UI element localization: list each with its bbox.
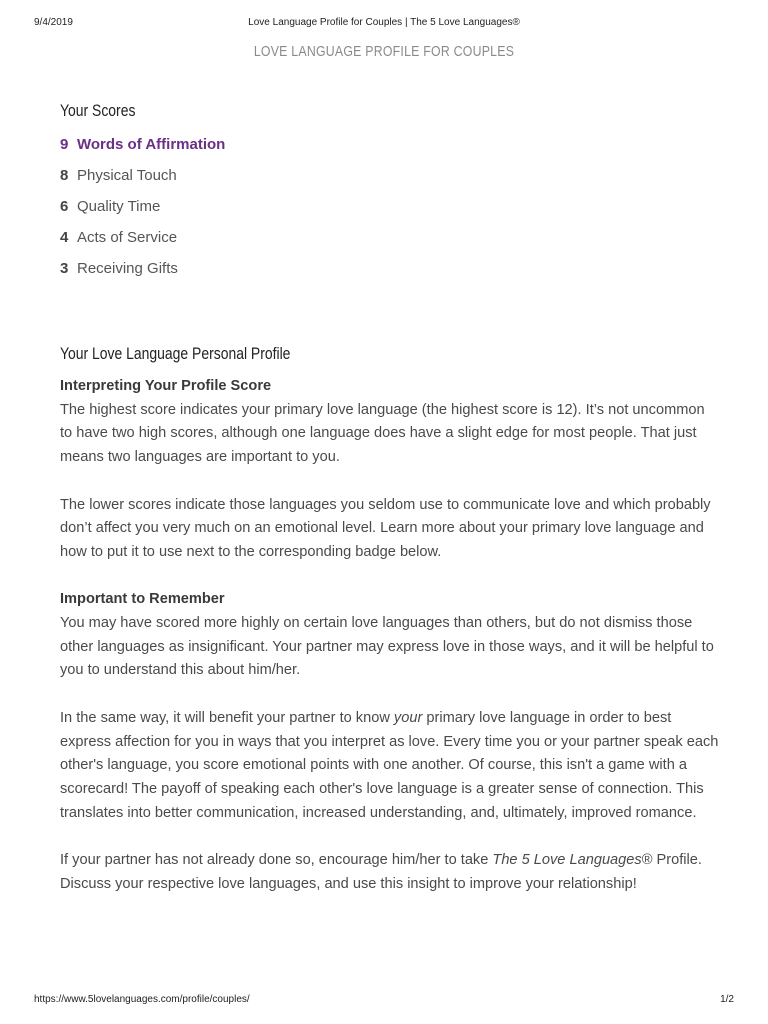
scores-list — [60, 136, 225, 291]
interpreting-block — [60, 375, 720, 470]
remember-p3-text-end: ® Profile. Discuss your respective love languages, and use this insight to improve your relationship! — [60, 852, 702, 892]
score-value: 9 — [60, 136, 69, 153]
remember-p2-emphasis: your — [393, 709, 423, 726]
score-item-quality-time — [60, 198, 225, 229]
remember-block — [60, 588, 720, 683]
score-label: Physical Touch — [77, 167, 177, 184]
score-item-acts-of-service — [60, 229, 225, 260]
profile-content — [60, 375, 720, 920]
page-heading: LOVE LANGUAGE PROFILE FOR COUPLES — [253, 43, 515, 60]
score-item-physical-touch — [60, 167, 225, 198]
score-value: 6 — [60, 198, 69, 215]
interpreting-paragraph-2: The lower scores indicate those languages you seldom use to communicate love and which probably don’t affect you very much on an emotional level. Learn more about your primary love language and how to put it to use next to the corresponding badge below. — [60, 496, 711, 560]
score-label: Acts of Service — [77, 229, 178, 246]
footer-url: https://www.5lovelanguages.com/profile/couples/ — [34, 994, 250, 1005]
print-title: Love Language Profile for Couples | The 5 Love Languages® — [248, 17, 520, 28]
remember-p3-text: If your partner has not already done so, encourage him/her to take — [60, 852, 493, 868]
footer-page-number: 1/2 — [720, 994, 734, 1005]
score-item-receiving-gifts — [60, 260, 225, 291]
score-value: 8 — [60, 167, 69, 184]
score-label: Receiving Gifts — [77, 260, 178, 277]
score-label: Words of Affirmation — [77, 136, 226, 153]
remember-p2-text: In the same way, it will benefit your partner to know — [60, 709, 394, 726]
book-title: The 5 Love Languages — [492, 852, 642, 868]
score-label: Quality Time — [77, 198, 161, 215]
profile-section-title: Your Love Language Personal Profile — [60, 344, 291, 363]
remember-paragraph-1: You may have scored more highly on certain love languages than others, but do not dismiss those other languages as insignificant. Your partner may express love in those ways, and it will be helpful to you to understand this about him/her. — [60, 615, 714, 679]
remember-paragraph-3 — [60, 849, 720, 896]
score-item-words-of-affirmation — [60, 136, 225, 167]
interpreting-heading: Interpreting Your Profile Score — [60, 378, 272, 394]
score-value: 4 — [60, 229, 69, 246]
score-value: 3 — [60, 260, 69, 277]
remember-p2-text-end: primary love language in order to best express affection for you in ways that you interpret as love. Every time you or your partner speak each other's language, you score emotional points with one another. Of course, this isn't a game with a scorecard! The payoff of speaking each other's love language is a greater sense of connection. This translates into better communication, increased understanding, and, ultimately, improved romance. — [60, 709, 719, 821]
print-date: 9/4/2019 — [34, 17, 73, 28]
interpreting-paragraph-1: The highest score indicates your primary love language (the highest score is 12). It’s not uncommon to have two high scores, although one language does have a slight edge for most people. That just means two languages are important to you. — [60, 401, 705, 466]
remember-heading: Important to Remember — [60, 591, 225, 608]
remember-paragraph-2 — [60, 707, 720, 826]
scores-section-title: Your Scores — [60, 101, 136, 120]
